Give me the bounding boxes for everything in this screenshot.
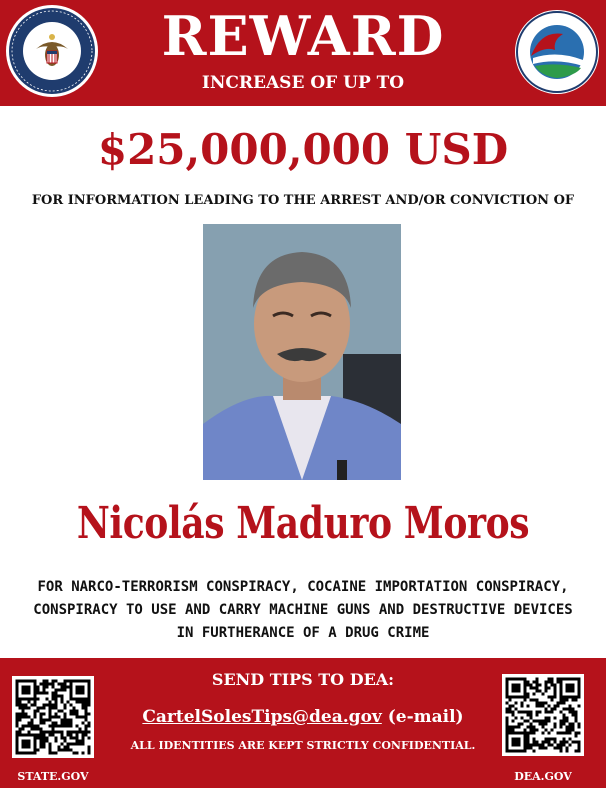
dea-seal-icon: [515, 10, 599, 94]
subject-name: Nicolás Maduro Moros: [76, 498, 530, 549]
qr-code-icon[interactable]: [502, 674, 584, 756]
state-gov-label: STATE.GOV: [17, 770, 89, 783]
info-line: FOR INFORMATION LEADING TO THE ARREST AND/OR CONVICTION OF: [31, 193, 575, 208]
confidential-note: ALL IDENTITIES ARE KEPT STRICTLY CONFIDENTIAL.: [130, 739, 476, 752]
email-line: [110, 706, 496, 728]
department-of-state-seal-icon: [6, 5, 98, 97]
tips-email-link[interactable]: CartelSolesTips@dea.gov: [142, 707, 382, 727]
email-suffix: (e-mail): [387, 707, 464, 727]
subject-portrait-photo: [203, 224, 401, 480]
reward-title: REWARD: [161, 4, 445, 68]
send-tips-heading: SEND TIPS TO DEA:: [211, 670, 395, 689]
qr-code-icon[interactable]: [12, 676, 94, 758]
reward-subtitle: INCREASE OF UP TO: [201, 73, 405, 93]
dea-gov-label: DEA.GOV: [514, 770, 572, 783]
reward-amount: $25,000,000 USD: [97, 125, 509, 174]
charges-text: FOR NARCO-TERRORISM CONSPIRACY, COCAINE IMPORTATION CONSPIRACY, CONSPIRACY TO USE AND CARRY MACHINE GUNS AND DESTRUCTIVE DEVICES IN FURTHERANCE OF A DRUG CRIME: [33, 579, 573, 641]
